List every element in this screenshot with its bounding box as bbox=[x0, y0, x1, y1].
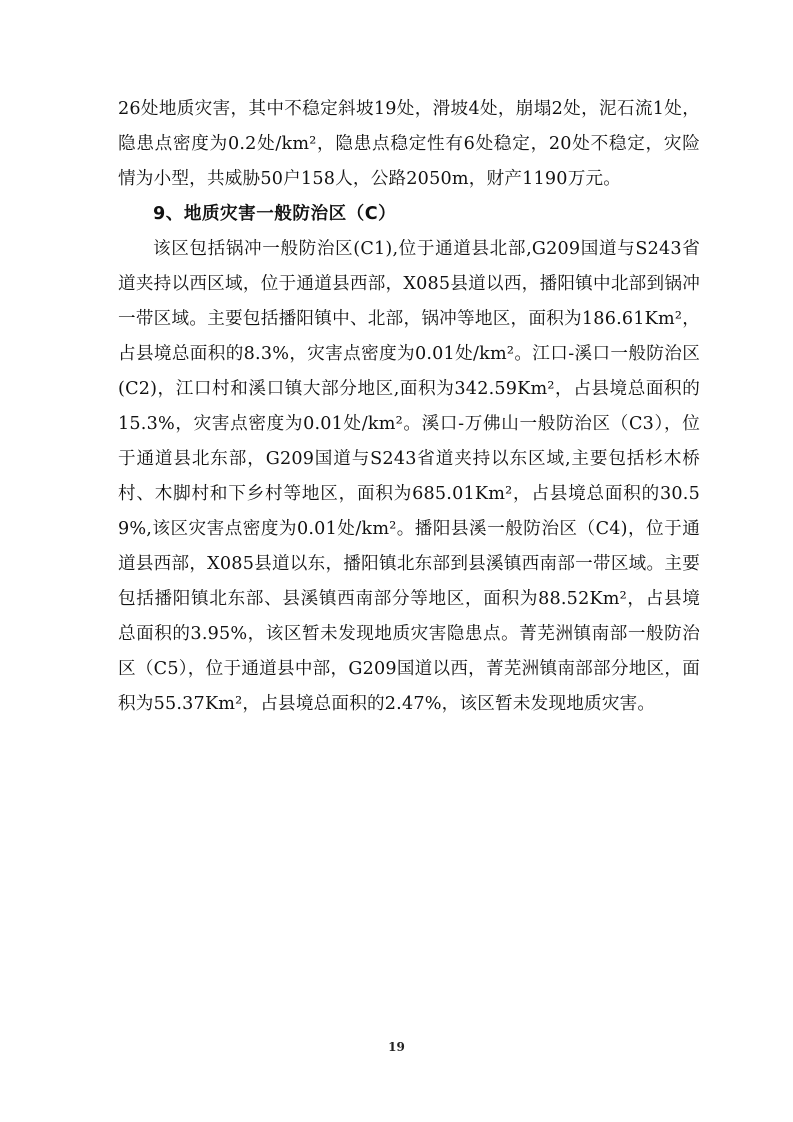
page-number: 19 bbox=[388, 1040, 405, 1054]
paragraph-general-prevention-zones: 该区包括锅冲一般防治区(C1),位于通道县北部,G209国道与S243省道夹持以西区域，位于通道县西部，X085县道以西，播阳镇中北部到锅冲一带区域。主要包括播阳镇中、北部，锅冲等地区，面积为186.61Km²，占县境总面积的8.3%，灾害点密度为0.01处/km²。江口-溪口一般防治区(C2)，江口村和溪口镇大部分地区,面积为342.59Km²，占县境总面积的15.3%，灾害点密度为0.01处/km²。溪口-万佛山一般防治区（C3），位于通道县北东部，G209国道与S243省道夹持以东区域,主要包括杉木桥村、木脚村和下乡村等地区，面积为685.01Km²，占县境总面积的30.59%,该区灾害点密度为0.01处/km²。播阳县溪一般防治区（C4)，位于通道县西部，X085县道以东，播阳镇北东部到县溪镇西南部一带区域。主要包括播阳镇北东部、县溪镇西南部分等地区，面积为88.52Km²，占县境总面积的3.95%，该区暂未发现地质灾害隐患点。菁芜洲镇南部一般防治区（C5），位于通道县中部，G209国道以西，菁芜洲镇南部部分地区，面积为55.37Km²，占县境总面积的2.47%，该区暂未发现地质灾害。 bbox=[118, 239, 700, 714]
section-heading: 9、地质灾害一般防治区（C） bbox=[153, 204, 397, 224]
document-body bbox=[118, 92, 700, 722]
paragraph-hazard-summary: 26处地质灾害，其中不稳定斜坡19处，滑坡4处，崩塌2处，泥石流1处，隐患点密度为0.2处/km²，隐患点稳定性有6处稳定，20处不稳定，灾险情为小型，共威胁50户158人，公路2050m，财产1190万元。 bbox=[118, 99, 700, 189]
